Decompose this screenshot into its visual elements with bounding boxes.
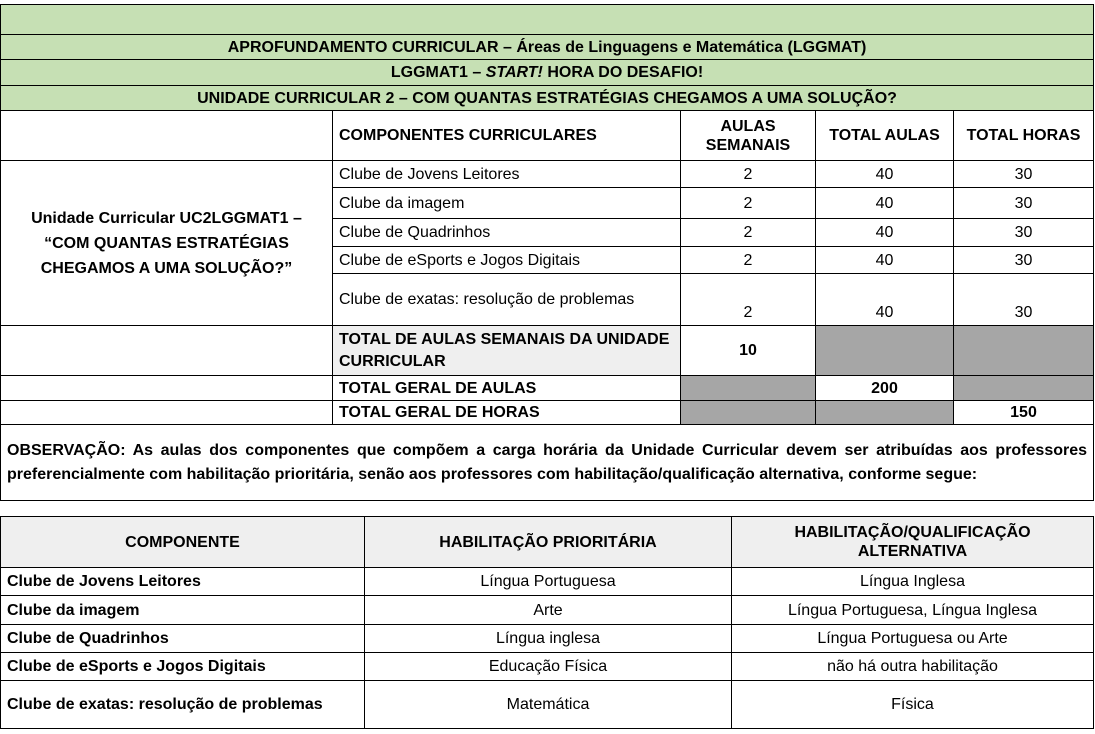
total-aulas-value: 40 — [816, 219, 954, 247]
hab-component: Clube de Jovens Leitores — [1, 568, 365, 596]
blank-green-row — [1, 5, 1094, 35]
title-lggmat1 — [1, 60, 1094, 86]
blank-green-cell — [1, 5, 1094, 35]
component-name: Clube de eSports e Jogos Digitais — [333, 247, 681, 274]
total-semanais-row — [1, 326, 1094, 376]
aulas-semanais-value: 2 — [681, 188, 816, 219]
total-aulas-value: 40 — [816, 247, 954, 274]
total-horas-total: 150 — [954, 401, 1094, 425]
hab-alternative: não há outra habilitação — [732, 653, 1094, 681]
total-aulas-value: 40 — [816, 188, 954, 219]
total-aulas-total: 200 — [816, 376, 954, 401]
total-horas-value: 30 — [954, 247, 1094, 274]
hab-priority: Arte — [365, 596, 732, 625]
empty-cell — [1, 401, 333, 425]
hab-component: Clube de exatas: resolução de problemas — [1, 681, 365, 729]
total-horas-value: 30 — [954, 274, 1094, 326]
total-aulas-row — [1, 376, 1094, 401]
table-row — [1, 161, 1094, 188]
gray-cell — [681, 376, 816, 401]
col-componente: COMPONENTE — [1, 517, 365, 568]
total-horas-row — [1, 401, 1094, 425]
aulas-semanais-value: 2 — [681, 274, 816, 326]
empty-header-cell — [1, 111, 333, 161]
title-lggmat1-italic: START! — [485, 64, 543, 81]
hab-alternative: Língua Inglesa — [732, 568, 1094, 596]
total-horas-value: 30 — [954, 219, 1094, 247]
table-row — [1, 625, 1094, 653]
aulas-semanais-value: 2 — [681, 161, 816, 188]
col-componentes: COMPONENTES CURRICULARES — [333, 111, 681, 161]
total-horas-label: TOTAL GERAL DE HORAS — [333, 401, 681, 425]
gray-cell — [954, 376, 1094, 401]
column-header-row — [1, 111, 1094, 161]
hab-priority: Matemática — [365, 681, 732, 729]
curricular-table — [0, 4, 1094, 501]
hab-alternative: Língua Portuguesa, Língua Inglesa — [732, 596, 1094, 625]
hab-alternative: Língua Portuguesa ou Arte — [732, 625, 1094, 653]
title-unidade-curricular: UNIDADE CURRICULAR 2 – COM QUANTAS ESTRATÉGIAS CHEGAMOS A UMA SOLUÇÃO? — [1, 86, 1094, 111]
table-row — [1, 568, 1094, 596]
observation-row — [1, 425, 1094, 501]
habilitation-table — [0, 516, 1094, 729]
empty-cell — [1, 326, 333, 376]
gray-cell — [816, 401, 954, 425]
component-name: Clube de Jovens Leitores — [333, 161, 681, 188]
gray-cell — [816, 326, 954, 376]
total-aulas-label: TOTAL GERAL DE AULAS — [333, 376, 681, 401]
title-lggmat1-prefix: LGGMAT1 – — [390, 64, 486, 81]
unit-label: Unidade Curricular UC2LGGMAT1 – “COM QUANTAS ESTRATÉGIAS CHEGAMOS A UMA SOLUÇÃO?” — [1, 161, 333, 326]
hab-alternative: Física — [732, 681, 1094, 729]
hab-component: Clube de Quadrinhos — [1, 625, 365, 653]
table-row — [1, 653, 1094, 681]
col-total-aulas: TOTAL AULAS — [816, 111, 954, 161]
hab-component: Clube de eSports e Jogos Digitais — [1, 653, 365, 681]
hab-priority: Língua inglesa — [365, 625, 732, 653]
component-name: Clube da imagem — [333, 188, 681, 219]
table-row — [1, 681, 1094, 729]
hab-priority: Educação Física — [365, 653, 732, 681]
total-horas-value: 30 — [954, 188, 1094, 219]
aulas-semanais-value: 2 — [681, 219, 816, 247]
component-name: Clube de exatas: resolução de problemas — [333, 274, 681, 326]
total-aulas-value: 40 — [816, 274, 954, 326]
observation-text: OBSERVAÇÃO: As aulas dos componentes que compõem a carga horária da Unidade Curricular devem ser atribuídas aos professores preferencialmente com habilitação prioritária, senão aos professores com habilitação/qualificação alternativa, conforme segue: — [1, 425, 1094, 501]
title-aprofundamento: APROFUNDAMENTO CURRICULAR – Áreas de Linguagens e Matemática (LGGMAT) — [1, 35, 1094, 60]
gray-cell — [681, 401, 816, 425]
col-total-horas: TOTAL HORAS — [954, 111, 1094, 161]
habilitation-header-row — [1, 517, 1094, 568]
total-semanais-value: 10 — [681, 326, 816, 376]
hab-priority: Língua Portuguesa — [365, 568, 732, 596]
component-name: Clube de Quadrinhos — [333, 219, 681, 247]
empty-cell — [1, 376, 333, 401]
total-horas-value: 30 — [954, 161, 1094, 188]
title-lggmat1-suffix: HORA DO DESAFIO! — [542, 64, 704, 81]
col-habilitacao-prioritaria: HABILITAÇÃO PRIORITÁRIA — [365, 517, 732, 568]
total-semanais-label: TOTAL DE AULAS SEMANAIS DA UNIDADE CURRICULAR — [333, 326, 681, 376]
table-row — [1, 596, 1094, 625]
col-aulas-semanais: AULAS SEMANAIS — [681, 111, 816, 161]
aulas-semanais-value: 2 — [681, 247, 816, 274]
col-habilitacao-alternativa: HABILITAÇÃO/QUALIFICAÇÃO ALTERNATIVA — [732, 517, 1094, 568]
total-aulas-value: 40 — [816, 161, 954, 188]
gray-cell — [954, 326, 1094, 376]
hab-component: Clube da imagem — [1, 596, 365, 625]
